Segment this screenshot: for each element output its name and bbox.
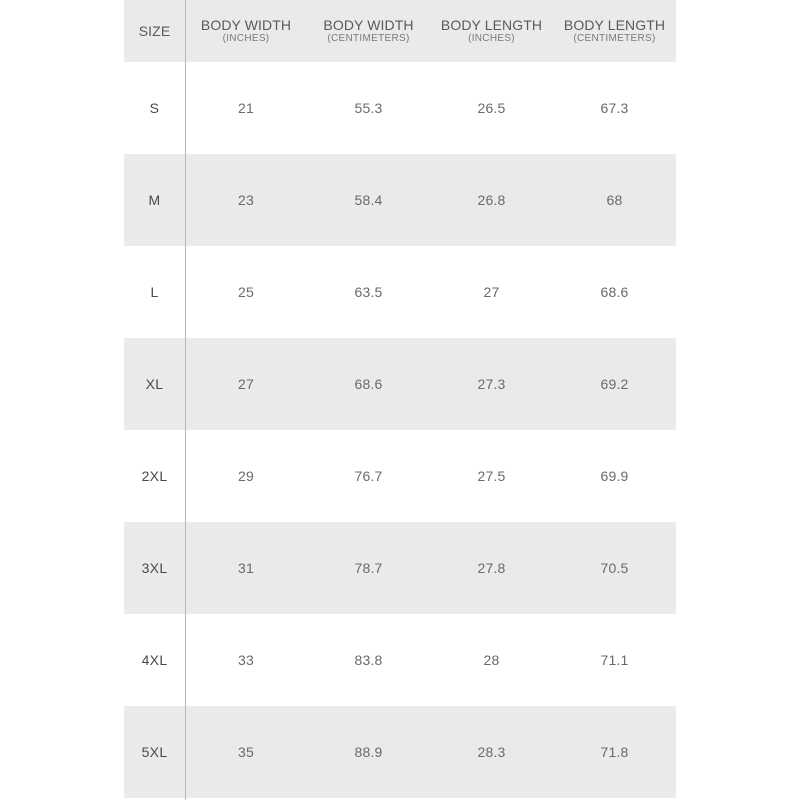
table-row — [124, 338, 676, 430]
body-width-centimeters-cell: 88.9 — [354, 744, 383, 760]
body-length-centimeters-cell: 67.3 — [600, 100, 629, 116]
header-unit: (CENTIMETERS) — [573, 33, 656, 44]
header-label: BODY WIDTH — [200, 17, 292, 33]
body-width-centimeters-cell: 68.6 — [354, 376, 383, 392]
size-cell: 2XL — [141, 468, 168, 484]
body-width-centimeters-cell: 78.7 — [354, 560, 383, 576]
body-width-centimeters-cell: 63.5 — [354, 284, 383, 300]
size-cell: 4XL — [141, 652, 168, 668]
body-length-inches-cell: 27.3 — [477, 376, 506, 392]
body-width-centimeters-cell: 83.8 — [354, 652, 383, 668]
body-length-centimeters-cell: 71.8 — [600, 744, 629, 760]
size-cell: L — [150, 284, 159, 300]
header-label: BODY WIDTH — [323, 17, 414, 33]
size-cell: S — [149, 100, 160, 116]
size-cell: 3XL — [141, 560, 168, 576]
header-label: BODY LENGTH — [440, 17, 543, 33]
body-width-inches-cell: 27 — [238, 376, 254, 392]
body-length-inches-cell: 28 — [483, 652, 500, 668]
header-body-length-inches — [430, 0, 553, 62]
header-body-width-centimeters — [307, 0, 430, 62]
size-column-divider — [185, 0, 186, 800]
body-length-inches-cell: 27 — [483, 284, 500, 300]
table-row — [124, 614, 676, 706]
table-row — [124, 522, 676, 614]
body-width-centimeters-cell: 58.4 — [354, 192, 383, 208]
body-length-centimeters-cell: 70.5 — [600, 560, 629, 576]
table-row — [124, 246, 676, 338]
body-length-inches-cell: 26.5 — [477, 100, 506, 116]
table-row — [124, 430, 676, 522]
table-row — [124, 154, 676, 246]
size-cell: XL — [145, 376, 164, 392]
header-unit: (CENTIMETERS) — [327, 33, 410, 44]
body-length-inches-cell: 27.5 — [477, 468, 506, 484]
body-width-inches-cell: 29 — [238, 468, 254, 484]
size-chart-table — [124, 0, 676, 800]
body-length-centimeters-cell: 68 — [606, 192, 623, 208]
size-cell: M — [148, 192, 161, 208]
body-width-inches-cell: 23 — [238, 192, 254, 208]
body-width-inches-cell: 21 — [238, 100, 254, 116]
header-unit: (INCHES) — [468, 33, 515, 44]
header-label: BODY LENGTH — [563, 17, 666, 33]
body-length-centimeters-cell: 69.2 — [600, 376, 629, 392]
body-length-centimeters-cell: 68.6 — [600, 284, 629, 300]
body-width-inches-cell: 33 — [238, 652, 254, 668]
table-row — [124, 62, 676, 154]
header-body-length-centimeters — [553, 0, 676, 62]
table-row — [124, 706, 676, 798]
body-length-centimeters-cell: 69.9 — [600, 468, 629, 484]
body-length-inches-cell: 27.8 — [477, 560, 506, 576]
size-cell: 5XL — [141, 744, 168, 760]
body-width-inches-cell: 35 — [238, 744, 254, 760]
body-length-inches-cell: 28.3 — [477, 744, 506, 760]
body-length-centimeters-cell: 71.1 — [600, 652, 629, 668]
body-width-centimeters-cell: 55.3 — [354, 100, 383, 116]
body-width-inches-cell: 31 — [238, 560, 254, 576]
header-size-label: SIZE — [138, 23, 171, 39]
table-header-row — [124, 0, 676, 62]
body-length-inches-cell: 26.8 — [477, 192, 506, 208]
body-width-centimeters-cell: 76.7 — [354, 468, 383, 484]
header-body-width-inches — [185, 0, 307, 62]
header-size — [124, 0, 185, 62]
header-unit: (INCHES) — [222, 33, 270, 44]
body-width-inches-cell: 25 — [238, 284, 254, 300]
